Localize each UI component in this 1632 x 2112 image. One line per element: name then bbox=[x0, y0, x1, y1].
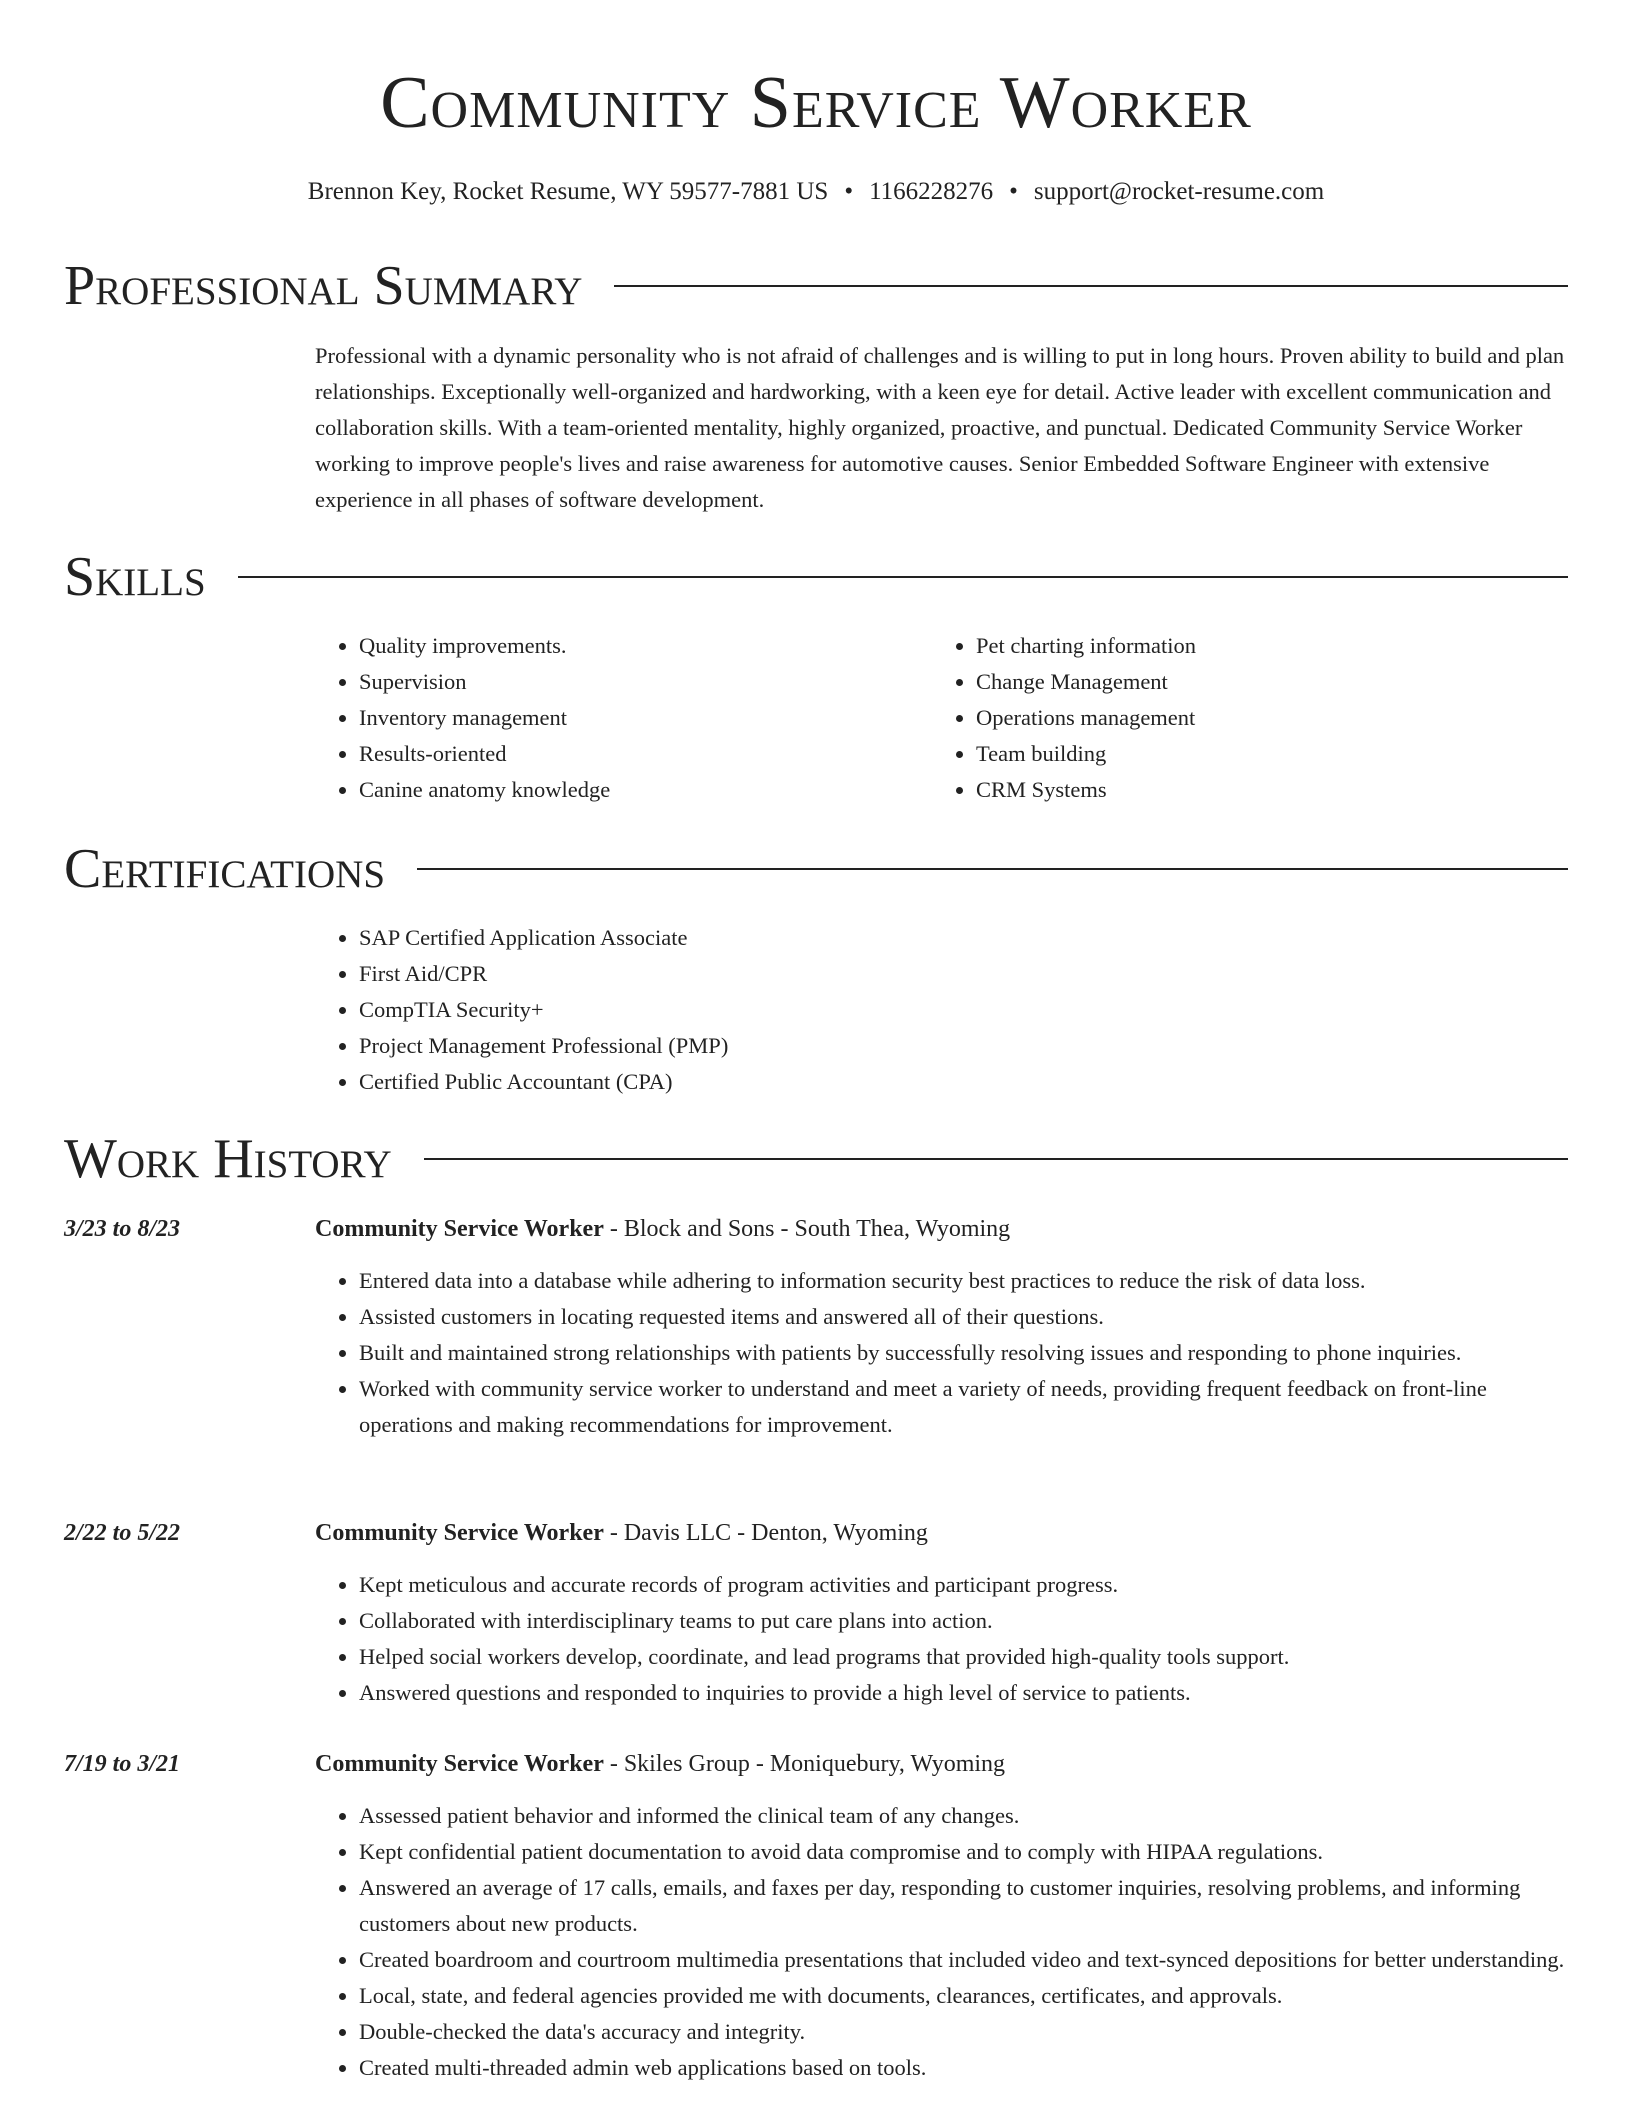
certification-item: • CompTIA Security+ bbox=[359, 992, 1568, 1028]
skill-item: • Pet charting information bbox=[976, 628, 1568, 664]
job-duties bbox=[315, 1263, 1568, 1443]
job-dates: 7/19 to 3/21 bbox=[64, 1751, 181, 1777]
job-duty-item: • Kept confidential patient documentation to avoid data compromise and to comply with HIPAA regulations. bbox=[359, 1834, 1568, 1870]
section-divider bbox=[614, 285, 1568, 287]
certification-item: • Certified Public Accountant (CPA) bbox=[359, 1064, 1568, 1100]
skill-item: • Operations management bbox=[976, 700, 1568, 736]
job-employer-location: - Skiles Group - Moniquebury, Wyoming bbox=[603, 1751, 1006, 1777]
certifications-section-header bbox=[64, 836, 1568, 902]
job-duty-item: • Worked with community service worker to understand and meet a variety of needs, providing frequent feedback on front-line operations and making recommendations for improvement. bbox=[359, 1371, 1568, 1443]
section-divider bbox=[238, 576, 1568, 578]
job-employer-location: - Davis LLC - Denton, Wyoming bbox=[603, 1520, 928, 1546]
job-dates: 3/23 to 8/23 bbox=[64, 1216, 181, 1242]
job-title: Community Service Worker bbox=[315, 1216, 604, 1242]
job-duty-item: • Built and maintained strong relationships with patients by successfully resolving issues and responding to phone inquiries. bbox=[359, 1335, 1568, 1371]
job-duty-item: • Created multi-threaded admin web applications based on tools. bbox=[359, 2050, 1568, 2086]
job-entry bbox=[64, 1515, 1568, 1711]
work-history-section-title: Work History bbox=[64, 1128, 392, 1190]
job-duties bbox=[315, 1798, 1568, 2086]
summary-section-header bbox=[64, 253, 1568, 319]
job-duty-item: • Answered an average of 17 calls, emails, and faxes per day, responding to customer inquiries, resolving problems, and informing customers about new products. bbox=[359, 1870, 1568, 1942]
job-duty-item: • Local, state, and federal agencies provided me with documents, clearances, certificates, and approvals. bbox=[359, 1978, 1568, 2014]
skill-item: • Quality improvements. bbox=[359, 628, 932, 664]
job-dates: 2/22 to 5/22 bbox=[64, 1520, 181, 1546]
job-duty-item: • Collaborated with interdisciplinary teams to put care plans into action. bbox=[359, 1603, 1568, 1639]
certification-item: • SAP Certified Application Associate bbox=[359, 920, 1568, 956]
contact-separator: • bbox=[1009, 178, 1018, 205]
job-entry bbox=[64, 1746, 1568, 2086]
skills-section-header bbox=[64, 544, 1568, 610]
certification-item: • Project Management Professional (PMP) bbox=[359, 1028, 1568, 1064]
skills-column-right bbox=[932, 628, 1568, 808]
skill-item: • Results-oriented bbox=[359, 736, 932, 772]
job-header bbox=[64, 1211, 1568, 1247]
contact-phone: 1166228276 bbox=[869, 178, 994, 205]
summary-section-title: Professional Summary bbox=[64, 255, 583, 317]
section-divider bbox=[417, 868, 1568, 870]
job-duties bbox=[315, 1567, 1568, 1711]
job-duty-item: • Answered questions and responded to inquiries to provide a high level of service to patients. bbox=[359, 1675, 1568, 1711]
contact-line bbox=[0, 174, 1632, 210]
skills-section-title: Skills bbox=[64, 546, 206, 608]
job-header bbox=[64, 1515, 1568, 1551]
skills-list bbox=[315, 628, 1568, 808]
job-employer-location: - Block and Sons - South Thea, Wyoming bbox=[603, 1216, 1011, 1242]
skill-item: • Team building bbox=[976, 736, 1568, 772]
job-title: Community Service Worker bbox=[315, 1520, 604, 1546]
job-duty-item: • Created boardroom and courtroom multimedia presentations that included video and text-synced depositions for better understanding. bbox=[359, 1942, 1568, 1978]
work-history-section-header bbox=[64, 1126, 1568, 1192]
summary-text: Professional with a dynamic personality who is not afraid of challenges and is willing to put in long hours. Proven ability to build and plan relationships. Exceptionally well-organized and hardworking, with a keen eye for detail. Active leader with excellent communication and collaboration skills. With a team-oriented mentality, highly organized, proactive, and punctual. Dedicated Community Service Worker working to improve people's lives and raise awareness for automotive causes. Senior Embedded Software Engineer with extensive experience in all phases of software development. bbox=[315, 343, 1565, 512]
job-entry bbox=[64, 1211, 1568, 1443]
job-duty-item: • Assisted customers in locating requested items and answered all of their questions. bbox=[359, 1299, 1568, 1335]
job-duty-item: • Kept meticulous and accurate records of program activities and participant progress. bbox=[359, 1567, 1568, 1603]
certification-item: • First Aid/CPR bbox=[359, 956, 1568, 992]
certifications-section-title: Certifications bbox=[64, 838, 386, 900]
job-duty-item: • Entered data into a database while adhering to information security best practices to reduce the risk of data loss. bbox=[359, 1263, 1568, 1299]
skills-column-left bbox=[315, 628, 932, 808]
skill-item: • Supervision bbox=[359, 664, 932, 700]
job-title: Community Service Worker bbox=[315, 1751, 604, 1777]
section-divider bbox=[424, 1158, 1568, 1160]
skill-item: • CRM Systems bbox=[976, 772, 1568, 808]
contact-separator: • bbox=[844, 178, 854, 205]
job-duty-item: • Double-checked the data's accuracy and integrity. bbox=[359, 2014, 1568, 2050]
job-duty-item: • Assessed patient behavior and informed the clinical team of any changes. bbox=[359, 1798, 1568, 1834]
certifications-list bbox=[315, 920, 1568, 1100]
job-header bbox=[64, 1746, 1568, 1782]
candidate-name: Community Service Worker bbox=[380, 62, 1252, 144]
skill-item: • Canine anatomy knowledge bbox=[359, 772, 932, 808]
job-duty-item: • Helped social workers develop, coordinate, and lead programs that provided high-quality tools support. bbox=[359, 1639, 1568, 1675]
skill-item: • Inventory management bbox=[359, 700, 932, 736]
skill-item: • Change Management bbox=[976, 664, 1568, 700]
contact-email: support@rocket-resume.com bbox=[1033, 178, 1325, 205]
contact-address: Brennon Key, Rocket Resume, WY 59577-7881 US bbox=[307, 178, 829, 205]
